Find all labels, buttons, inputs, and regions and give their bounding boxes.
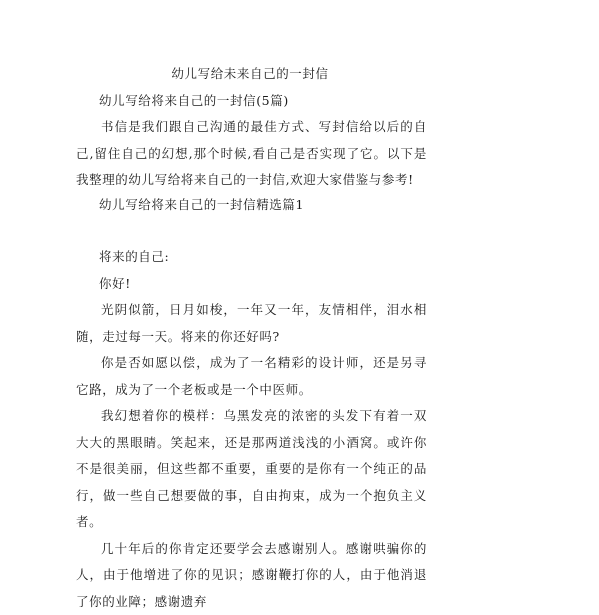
- intro-block: [76, 114, 427, 194]
- intro-paragraph: 书信是我们跟自己沟通的最佳方式、写封信给以后的自己,留住自己的幻想,那个时候,看自己是否实现了它。以下是我整理的幼儿写给将来自己的一封信,欢迎大家借鉴与参考!: [76, 114, 427, 194]
- body-block: [76, 297, 427, 615]
- body-paragraph: 我幻想着你的模样：乌黑发亮的浓密的头发下有着一双大大的黑眼睛。笑起来，还是那两道浅浅的小酒窝。或许你不是很美丽，但这些都不重要，重要的是你有一个纯正的品行，做一些自己想要做的事，自由拘束，成为一个抱负主义者。: [76, 403, 427, 536]
- document-title: 幼儿写给未来自己的一封信: [0, 66, 500, 82]
- greeting: 你好!: [99, 276, 599, 292]
- body-paragraph: 光阴似箭，日月如梭，一年又一年，友情相伴，泪水相随，走过每一天。将来的你还好吗?: [76, 297, 427, 350]
- body-paragraph: 你是否如愿以偿，成为了一名精彩的设计师，还是另寻它路，成为了一个老板或是一个中医师。: [76, 350, 427, 403]
- salutation: 将来的自己:: [99, 249, 599, 265]
- document-subtitle: 幼儿写给将来自己的一封信(5篇): [99, 93, 599, 109]
- section-heading: 幼儿写给将来自己的一封信精选篇1: [99, 197, 599, 213]
- body-paragraph: 几十年后的你肯定还要学会去感谢别人。感谢哄骗你的人，由于他增进了你的见识；感谢鞭打你的人，由于他消退了你的业障；感谢遗弃: [76, 536, 427, 615]
